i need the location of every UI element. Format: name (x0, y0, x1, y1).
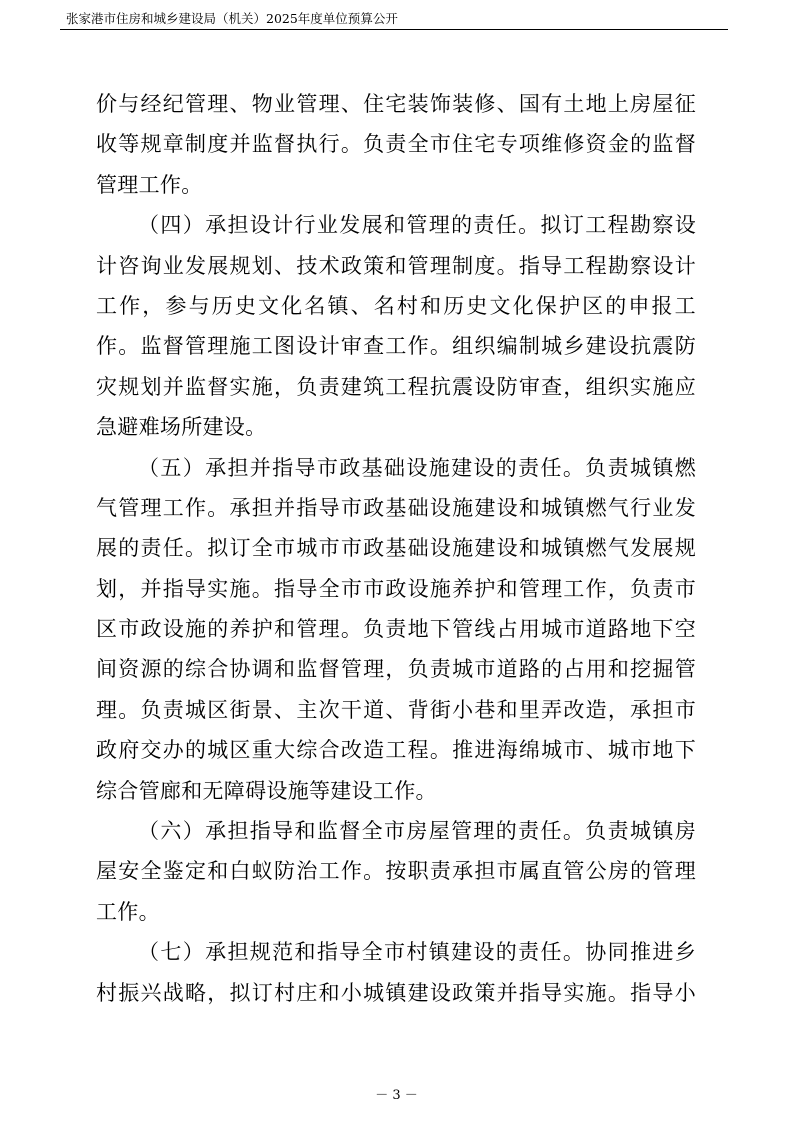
paragraph-section-7 (96, 932, 696, 1013)
text-line: 村振兴战略，拟订村庄和小城镇建设政策并指导实施。指导小 (96, 980, 696, 1005)
text-line: 工作，参与历史文化名镇、名村和历史文化保护区的申报工 (96, 293, 696, 318)
text-line: 理。负责城区街景、主次干道、背街小巷和里弄改造，承担市 (96, 697, 696, 722)
text-line: 间资源的综合协调和监督管理，负责城市道路的占用和挖掘管 (96, 657, 696, 682)
paragraph-section-5 (96, 448, 696, 812)
text-line: 政府交办的城区重大综合改造工程。推进海绵城市、城市地下 (96, 738, 696, 763)
header-rule (60, 29, 728, 30)
text-line: 价与经纪管理、物业管理、住宅装饰装修、国有土地上房屋征 (96, 92, 696, 116)
text-line: 收等规章制度并监督执行。负责全市住宅专项维修资金的监督 (96, 132, 696, 157)
text-line: 区市政设施的养护和管理。负责地下管线占用城市道路地下空 (96, 617, 696, 642)
document-body (96, 84, 696, 1013)
paragraph-section-4 (96, 205, 696, 447)
text-line: 灾规划并监督实施，负责建筑工程抗震设防审查，组织实施应 (96, 374, 696, 399)
text-line: 划，并指导实施。指导全市市政设施养护和管理工作，负责市 (96, 576, 696, 601)
text-line: 管理工作。 (96, 172, 203, 197)
text-line: （四）承担设计行业发展和管理的责任。拟订工程勘察设 (138, 213, 696, 238)
text-line: 气管理工作。承担并指导市政基础设施建设和城镇燃气行业发 (96, 495, 696, 520)
text-line: 综合管廊和无障碍设施等建设工作。 (96, 778, 437, 803)
page-header: 张家港市住房和城乡建设局（机关）2025年度单位预算公开 (66, 11, 398, 26)
text-line: 屋安全鉴定和白蚁防治工作。按职责承担市属直管公房的管理 (96, 859, 696, 884)
paragraph-continuation (96, 84, 696, 205)
text-line: 工作。 (96, 899, 160, 924)
text-line: 急避难场所建设。 (96, 415, 267, 440)
text-line: 展的责任。拟订全市城市市政基础设施建设和城镇燃气发展规 (96, 536, 696, 561)
paragraph-section-6 (96, 811, 696, 932)
page-number: － 3 － (375, 1088, 418, 1103)
text-line: （五）承担并指导市政基础设施建设的责任。负责城镇燃 (138, 455, 696, 480)
text-line: 作。监督管理施工图设计审查工作。组织编制城乡建设抗震防 (96, 334, 696, 359)
text-line: 计咨询业发展规划、技术政策和管理制度。指导工程勘察设计 (96, 253, 696, 278)
text-line: （七）承担规范和指导全市村镇建设的责任。协同推进乡 (138, 940, 696, 965)
text-line: （六）承担指导和监督全市房屋管理的责任。负责城镇房 (138, 819, 696, 844)
